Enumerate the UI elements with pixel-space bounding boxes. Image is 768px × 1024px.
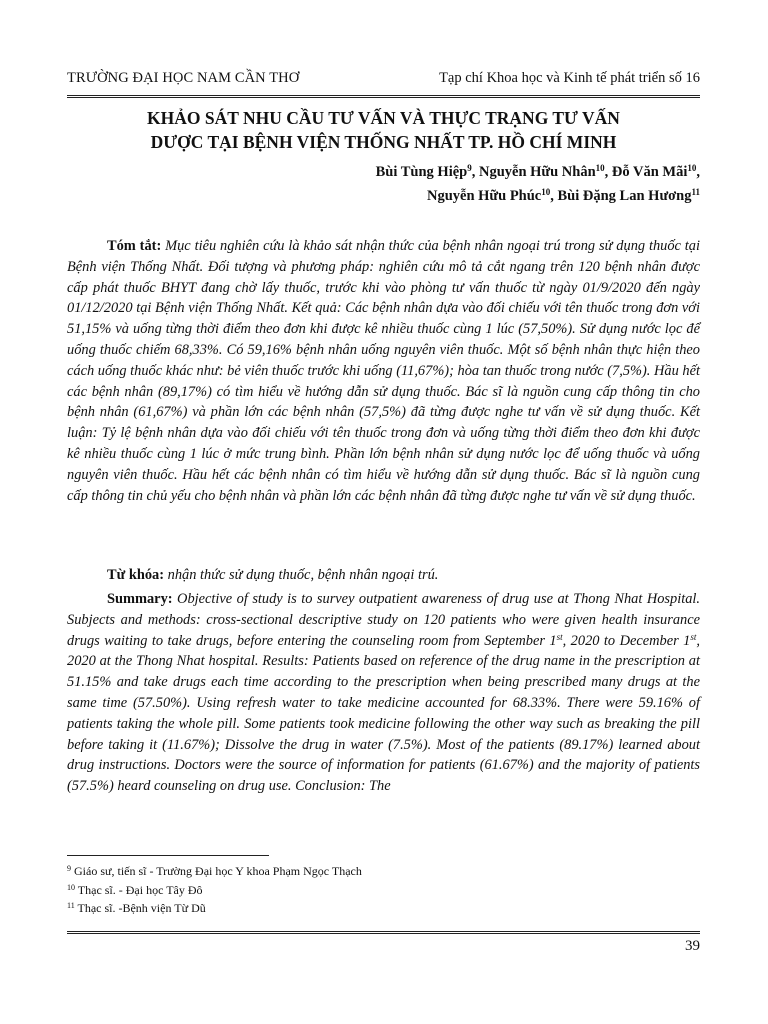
author-name: Nguyễn Hữu Phúc (426, 188, 542, 204)
footnote-item (67, 899, 700, 918)
footnote-rule (67, 855, 269, 856)
article-title (67, 106, 700, 154)
keywords-text: nhận thức sử dụng thuốc, bệnh nhân ngoại trú. (167, 567, 439, 583)
summary-text-1: Objective of study is to survey outpatient awareness of drug use at Thong Nhat Hospital. Subjects and methods: cross-sectional descriptive study on 120 patients who were given health insurance drugs waiting to take drugs, before entering the counseling room from September 1 (67, 591, 700, 649)
keywords-label: Từ khóa: (107, 567, 165, 583)
author-affil-mark: 10 (595, 163, 605, 173)
header-rule (67, 95, 700, 98)
author-line-2: Nguyễn Hữu Phúc$^{10}$, Bùi Đặng Lan Hương$^{11}$ (426, 187, 700, 204)
author-name: Bùi Tùng Hiệp (375, 164, 468, 180)
keywords (67, 565, 700, 586)
header-university: TRƯỜNG ĐẠI HỌC NAM CẦN THƠ (67, 70, 300, 86)
footnote-item (67, 881, 700, 900)
abstract-text: Mục tiêu nghiên cứu là khảo sát nhận thức của bệnh nhân ngoại trú trong sử dụng thuốc tại Bệnh viện Thống Nhất. Đối tượng và phương pháp: nghiên cứu mô tả cắt ngang trên 120 bệnh nhân được cấp phát thuốc BHYT đang chờ lấy thuốc, trước khi vào phòng tư vấn thuốc từ ngày 01/9/2020 đến ngày 01/12/2020 tại Bệnh viện Thống Nhất. Kết quả: Các bệnh nhân dựa vào đối chiếu với tên thuốc trong đơn với 51,15% và uống từng thời điểm theo đơn khi được kê nhiều thuốc cùng 1 lúc (57,50%). Sử dụng nước lọc để uống thuốc chiếm 68,33%. Có 59,16% bệnh nhân uống nguyên viên thuốc. Một số bệnh nhân thực hiện theo cách uống thuốc khác như: bẻ viên thuốc trước khi uống (11,67%); hòa tan thuốc trong nước (7,5%). Hầu hết các bệnh nhân (89,17%) có tìm hiểu về hướng dẫn sử dụng thuốc. Bác sĩ là nguồn cung cấp thông tin cho bệnh nhân (61,67%) và phần lớn các bệnh nhân (57,5%) đã từng được nghe tư vấn về sử dụng thuốc. Kết luận: Tỷ lệ bệnh nhân dựa vào đối chiếu với tên thuốc trong đơn và uống từng thời điểm theo đơn khi được kê nhiều thuốc cùng 1 lúc ở mức trung bình. Phần lớn bệnh nhân sử dụng nước lọc để uống thuốc và uống nguyên viên thuốc. Hầu hết các bệnh nhân có tìm hiểu về hướng dẫn sử dụng thuốc. Bác sĩ là nguồn cung cấp thông tin chủ yếu cho bệnh nhân và phần lớn các bệnh nhân đã từng được nghe tư vấn về sử dụng thuốc. (67, 238, 700, 504)
summary-text-2: , 2020 to December 1 (562, 632, 691, 649)
title-line-1: KHẢO SÁT NHU CẦU TƯ VẤN VÀ THỰC TRẠNG TƯ VẤN (147, 108, 620, 128)
footnote-item (67, 862, 700, 881)
author-name: Đỗ Văn Mãi (611, 164, 688, 180)
footnotes (67, 862, 700, 918)
abstract-label: Tóm tắt: (107, 238, 162, 254)
abstract-english (67, 589, 700, 797)
footer-rule (67, 931, 700, 934)
author-affil-mark: 9 (467, 163, 472, 173)
footnote-mark: 10 (67, 882, 75, 892)
author-affil-mark: 11 (691, 187, 700, 197)
author-list (376, 160, 700, 208)
author-affil-mark: 10 (541, 187, 551, 197)
summary-text-3: , 2020 at the Thong Nhat hospital. Results: Patients based on reference of the drug name in the prescription at 51.15% and take drugs each time according to the prescription when being prescribed many drugs at the same time (57.50%). Using refresh water to take medicine accounted for 68.33%. There were 59.16% of patients taking the whole pill. Some patients took medicine following the other way such as breaking the pill before taking it (11.67%); Dissolve the drug in water (7.5%). Most of the patients (89.17%) learned about drug instructions. Doctors were the source of information for patients (61.67%) and the majority of patients (57.5%) heard counseling on drug use. Conclusion: The (67, 632, 700, 795)
footnote-mark: 11 (67, 901, 75, 910)
running-header (67, 70, 700, 92)
author-name: Bùi Đặng Lan Hương (557, 188, 692, 204)
summary-label: Summary: (107, 591, 173, 607)
header-journal: Tạp chí Khoa học và Kinh tế phát triển số 16 (439, 70, 700, 86)
author-line-1: Bùi Tùng Hiệp$^9$, Nguyễn Hữu Nhân$^{10}$, Đỗ Văn Mãi$^{10}$, (375, 163, 700, 180)
abstract-vietnamese (67, 236, 700, 506)
footnote-text: Giáo sư, tiến sĩ - Trường Đại học Y khoa Phạm Ngọc Thạch (71, 864, 362, 878)
title-line-2: DƯỢC TẠI BỆNH VIỆN THỐNG NHẤT TP. HỒ CHÍ MINH (150, 132, 617, 152)
footnote-mark: 9 (67, 864, 71, 873)
summary-ordinal: st (556, 631, 563, 642)
page-number: 39 (685, 938, 700, 954)
footnote-text: Thạc sĩ. - Đại học Tây Đô (75, 882, 203, 897)
author-name: Nguyễn Hữu Nhân (478, 164, 596, 180)
author-affil-mark: 10 (687, 163, 697, 173)
footnote-text: Thạc sĩ. -Bệnh viện Từ Dũ (74, 901, 206, 915)
summary-ordinal: st (690, 631, 697, 642)
